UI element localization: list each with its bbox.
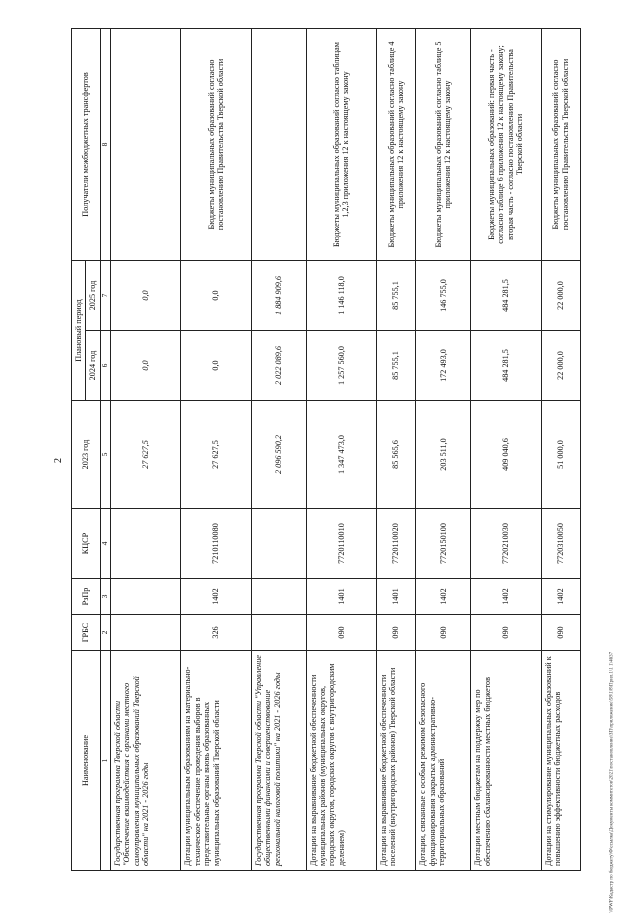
row-2023: 2 096 590,2 <box>251 401 306 509</box>
row-ksr: 7720210030 <box>471 509 541 579</box>
row-recipients: Бюджеты муниципальных образований согласно постановлению Правительства Тверской области <box>541 28 580 260</box>
col-number: 2 <box>100 615 110 651</box>
row-2024: 22 000,0 <box>541 331 580 401</box>
table-row-program <box>251 28 306 870</box>
row-ksr: 7720110010 <box>306 509 376 579</box>
table-row <box>376 28 415 870</box>
header-grbs: ГРБС <box>72 615 101 651</box>
footer-file-path: \\PWF\Кадастр по бюджету\Ф\ссылка\Документы коммитетов\2021\постановление\ЗП\приложение\58\1\8\Прил.1\1 1\4637 <box>609 651 615 913</box>
row-name: Дотации на выравнивание бюджетной обеспеченности поселений (внутригородских районов) Тверской области <box>376 651 415 871</box>
transfers-table <box>71 28 581 871</box>
row-recipients: Бюджеты муниципальных образований согласно таблице 5 приложения 12 к настоящему закону <box>416 28 471 260</box>
row-grbs <box>251 615 306 651</box>
row-recipients <box>110 28 180 260</box>
row-ksr: 7720310050 <box>541 509 580 579</box>
row-rzpr: 1401 <box>376 579 415 615</box>
row-grbs: 090 <box>541 615 580 651</box>
row-name: Дотации, связанные с особым режимом безопасного функционирования закрытых административно-территориальных образований <box>416 651 471 871</box>
row-recipients: Бюджеты муниципальных образований согласно таблицам 1,2,3 приложения 12 к настоящему закону <box>306 28 376 260</box>
row-rzpr: 1402 <box>416 579 471 615</box>
row-name: Государственная программа Тверской области "Управление общественными финансами и совершенствование региональной налоговой политики" на 2021 - 2026 годы <box>251 651 306 871</box>
row-grbs <box>110 615 180 651</box>
row-2023: 203 511,0 <box>416 401 471 509</box>
row-rzpr: 1402 <box>541 579 580 615</box>
header-rzpr: РзПр <box>72 579 101 615</box>
row-grbs: 090 <box>376 615 415 651</box>
row-2025: 1 884 909,6 <box>251 260 306 330</box>
row-2023: 409 040,6 <box>471 401 541 509</box>
row-2025: 146 755,0 <box>416 260 471 330</box>
row-rzpr <box>110 579 180 615</box>
row-2024: 172 493,0 <box>416 331 471 401</box>
row-ksr <box>251 509 306 579</box>
row-name: Дотации на стимулирование муниципальных образований к повышению эффективности бюджетных расходов <box>541 651 580 871</box>
row-name: Государственная программа Тверской области "Обеспечение взаимодействия с органами местного самоуправления муниципальных образований Тверской области" на 2021 - 2026 годы <box>110 651 180 871</box>
row-recipients: Бюджеты муниципальных образований согласно постановлению Правительства Тверской области <box>181 28 251 260</box>
row-ksr: 7210110080 <box>181 509 251 579</box>
row-2025: 484 281,5 <box>471 260 541 330</box>
row-2023: 1 347 473,0 <box>306 401 376 509</box>
row-2024: 1 257 560,0 <box>306 331 376 401</box>
table-container <box>71 29 581 871</box>
row-ksr: 7720150100 <box>416 509 471 579</box>
col-number: 1 <box>100 651 110 871</box>
table-row <box>416 28 471 870</box>
page-number: 2 <box>53 458 64 463</box>
row-recipients: Бюджеты муниципальных образований: первая часть - согласно таблице 6 приложения 12 к настоящему закону; вторая часть - согласно постановлению Правительства Тверской области <box>471 28 541 260</box>
row-name: Дотации на выравнивание бюджетной обеспеченности муниципальных районов (муниципальных округов, городских округов, городских округов с внутригородским делением) <box>306 651 376 871</box>
row-rzpr: 1402 <box>181 579 251 615</box>
row-grbs: 090 <box>416 615 471 651</box>
row-2024: 0,0 <box>181 331 251 401</box>
row-2023: 27 627,5 <box>181 401 251 509</box>
row-2024: 484 281,5 <box>471 331 541 401</box>
col-number: 8 <box>100 28 110 260</box>
table-row <box>306 28 376 870</box>
header-recipients: Получатели межбюджетных трансфертов <box>72 28 101 260</box>
row-recipients: Бюджеты муниципальных образований согласно таблице 4 приложения 12 к настоящему закону <box>376 28 415 260</box>
header-name: Наименование <box>72 651 101 871</box>
table-row <box>181 28 251 870</box>
row-grbs: 090 <box>471 615 541 651</box>
row-rzpr: 1402 <box>471 579 541 615</box>
table-row-program <box>110 28 180 870</box>
row-rzpr <box>251 579 306 615</box>
header-plan-period: Плановый период <box>72 260 86 400</box>
header-ksr: КЦСР <box>72 509 101 579</box>
row-grbs: 090 <box>306 615 376 651</box>
row-2023: 51 000,0 <box>541 401 580 509</box>
col-number: 3 <box>100 579 110 615</box>
row-name: Дотации муниципальным образованиям на материально-техническое обеспечение проведения выборов в представительные органы вновь образованных муниципальных образований Тверской области <box>181 651 251 871</box>
row-2024: 85 755,1 <box>376 331 415 401</box>
col-number: 5 <box>100 401 110 509</box>
col-number: 6 <box>100 331 110 401</box>
row-2025: 0,0 <box>110 260 180 330</box>
header-2025: 2025 год <box>86 260 100 330</box>
row-ksr <box>110 509 180 579</box>
row-2023: 85 565,6 <box>376 401 415 509</box>
row-2025: 85 755,1 <box>376 260 415 330</box>
row-2025: 0,0 <box>181 260 251 330</box>
col-number: 7 <box>100 260 110 330</box>
table-row <box>541 28 580 870</box>
row-2025: 22 000,0 <box>541 260 580 330</box>
table-row <box>471 28 541 870</box>
row-grbs: 326 <box>181 615 251 651</box>
row-recipients <box>251 28 306 260</box>
col-number: 4 <box>100 509 110 579</box>
header-2023: 2023 год <box>72 401 101 509</box>
row-2024: 2 022 089,6 <box>251 331 306 401</box>
header-2024: 2024 год <box>86 331 100 401</box>
row-rzpr: 1401 <box>306 579 376 615</box>
row-name: Дотации местным бюджетам на поддержку мер по обеспечению сбалансированности местных бюджетов <box>471 651 541 871</box>
row-ksr: 7720110020 <box>376 509 415 579</box>
row-2025: 1 146 118,0 <box>306 260 376 330</box>
row-2024: 0,0 <box>110 331 180 401</box>
row-2023: 27 627,5 <box>110 401 180 509</box>
